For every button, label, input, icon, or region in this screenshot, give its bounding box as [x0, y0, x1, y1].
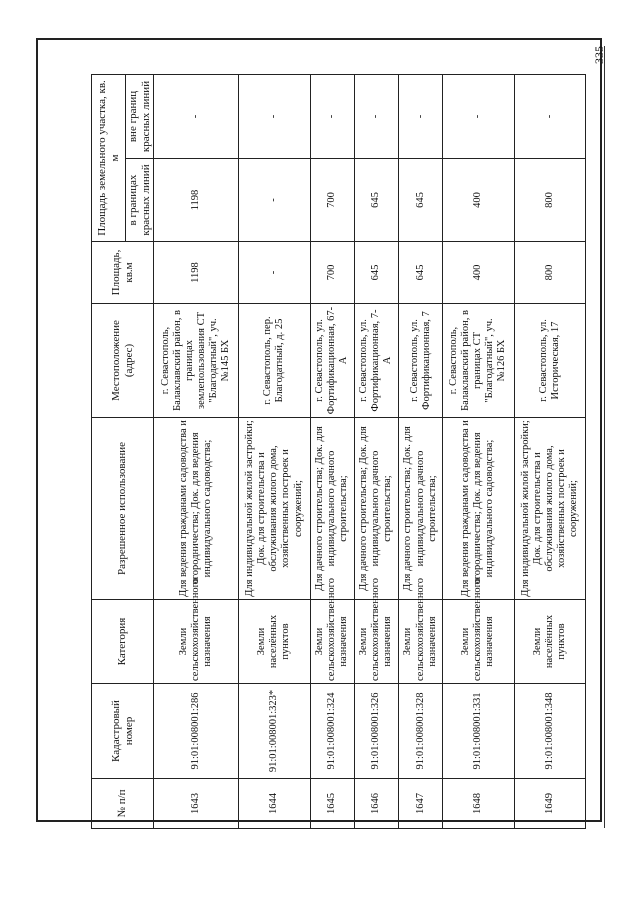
- header-area: Площадь, кв.м: [92, 242, 154, 304]
- cell-inside: 1198: [154, 159, 239, 242]
- cell-category: Земли сельскохозяйственного назначения: [154, 600, 239, 684]
- table-row: [514, 74, 585, 828]
- cell-inside: 800: [514, 159, 585, 242]
- rotated-table-container: [91, 75, 586, 829]
- page-number: 335: [592, 46, 606, 64]
- table-row: [443, 74, 514, 828]
- cell-category: Земли населённых пунктов: [239, 600, 310, 684]
- cell-category: Земли сельскохозяйственного назначения: [443, 600, 514, 684]
- cell-cadastral: 91:01:008001:331: [443, 684, 514, 779]
- cell-location: г. Севастополь, ул. Фортификационная, 7: [398, 304, 442, 418]
- header-inside: в границах красных линий: [126, 159, 154, 242]
- cell-cadastral: 91:01:008001:286: [154, 684, 239, 779]
- cell-location: г. Севастополь, ул. Фортификационная, 67-А: [310, 304, 354, 418]
- cell-area: 400: [443, 242, 514, 304]
- cell-category: Земли сельскохозяйственного назначения: [310, 600, 354, 684]
- land-register-table: [91, 74, 586, 829]
- cell-outside: -: [239, 74, 310, 158]
- cell-inside: 645: [398, 159, 442, 242]
- cell-location: г. Севастополь, ул. Историческая, 17: [514, 304, 585, 418]
- cell-area: 645: [398, 242, 442, 304]
- cell-outside: -: [514, 74, 585, 158]
- header-use: Разрешенное использование: [92, 418, 154, 600]
- cell-cadastral: 91:01:008001:323*: [239, 684, 310, 779]
- header-num: № п/п: [92, 779, 154, 829]
- cell-outside: -: [354, 74, 398, 158]
- cell-num: 1645: [310, 779, 354, 829]
- cell-use: Для индивидуальной жилой застройки; Док. для строительства и обслуживания жилого дома, хозяйственных построек и сооружений;: [239, 418, 310, 600]
- cell-outside: -: [310, 74, 354, 158]
- header-outside: вне границ красных линий: [126, 74, 154, 158]
- cell-use: Для ведения гражданами садоводства и огородничества; Док. для ведения индивидуального садоводства;: [154, 418, 239, 600]
- cell-area: 700: [310, 242, 354, 304]
- cell-cadastral: 91:01:008001:348: [514, 684, 585, 779]
- cell-inside: 645: [354, 159, 398, 242]
- cell-use: Для дачного строительства; Док. для индивидуального дачного строительства;: [354, 418, 398, 600]
- header-category: Категория: [92, 600, 154, 684]
- cell-location: г. Севастополь, Балаклавский район, в границах СТ "Благодатный", уч. №126 БХ: [443, 304, 514, 418]
- cell-category: Земли сельскохозяйственного назначения: [398, 600, 442, 684]
- table-row: [398, 74, 442, 828]
- header-land-area: Площадь земельного участка, кв. м: [92, 74, 126, 241]
- header-location: Местоположение (адрес): [92, 304, 154, 418]
- cell-inside: 700: [310, 159, 354, 242]
- table-row: [154, 74, 239, 828]
- cell-num: 1644: [239, 779, 310, 829]
- cell-area: -: [239, 242, 310, 304]
- cell-inside: 400: [443, 159, 514, 242]
- footer-rule: [604, 46, 605, 828]
- cell-location: г. Севастополь, Балаклавский район, в границах землепользования СТ "Благодатный", уч. №145 БХ: [154, 304, 239, 418]
- cell-num: 1649: [514, 779, 585, 829]
- cell-area: 1198: [154, 242, 239, 304]
- cell-cadastral: 91:01:008001:326: [354, 684, 398, 779]
- cell-location: г. Севастополь, пер. Благодатный, д. 25: [239, 304, 310, 418]
- cell-area: 800: [514, 242, 585, 304]
- cell-use: Для дачного строительства; Док. для индивидуального дачного строительства;: [398, 418, 442, 600]
- cell-outside: -: [154, 74, 239, 158]
- cell-category: Земли сельскохозяйственного назначения: [354, 600, 398, 684]
- cell-num: 1643: [154, 779, 239, 829]
- cell-outside: -: [443, 74, 514, 158]
- cell-inside: -: [239, 159, 310, 242]
- cell-cadastral: 91:01:008001:328: [398, 684, 442, 779]
- cell-cadastral: 91:01:008001:324: [310, 684, 354, 779]
- header-cadastral: Кадастровый номер: [92, 684, 154, 779]
- cell-use: Для ведения гражданами садоводства и огородничества; Док. для ведения индивидуального садоводства;: [443, 418, 514, 600]
- cell-use: Для дачного строительства; Док. для индивидуального дачного строительства;: [310, 418, 354, 600]
- table-row: [310, 74, 354, 828]
- cell-num: 1647: [398, 779, 442, 829]
- cell-location: г. Севастополь, ул. Фортификационная, 7-А: [354, 304, 398, 418]
- cell-outside: -: [398, 74, 442, 158]
- table-row: [354, 74, 398, 828]
- cell-use: Для индивидуальной жилой застройки; Док. для строительства и обслуживания жилого дома, хозяйственных построек и сооружений;: [514, 418, 585, 600]
- table-row: [239, 74, 310, 828]
- cell-area: 645: [354, 242, 398, 304]
- cell-category: Земли населённых пунктов: [514, 600, 585, 684]
- cell-num: 1648: [443, 779, 514, 829]
- cell-num: 1646: [354, 779, 398, 829]
